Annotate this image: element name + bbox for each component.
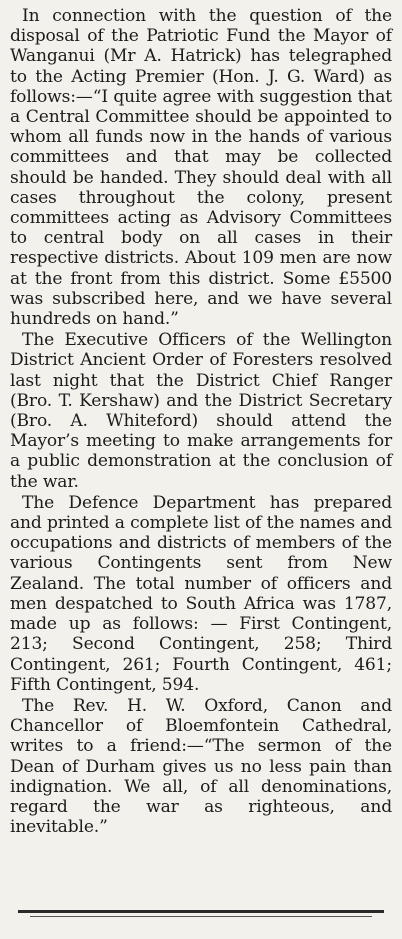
paragraph-patriotic-fund: In connection with the question of the disposal of the Patriotic Fund the Mayor of Wanganui (Mr A. Hatrick) has telegraphed to the Acting Premier (Hon. J. G. Ward) as follows:—“I quite agree with suggestion that a Central Committee should be appointed to whom all funds now in the hands of various committees and that may be collected should be handed. They should deal with all cases throughout the colony, present committees acting as Advisory Committees to central body on all cases in their respective districts. About 109 men are now at the front from this district. Some £5500 was subscribed here, and we have several hundreds on hand.” bbox=[10, 6, 392, 330]
paragraph-bloemfontein: The Rev. H. W. Oxford, Canon and Chancellor of Bloemfontein Cathedral, writes to a friend:—“The sermon of the Dean of Durham gives us no less pain than indignation. We all, of all denominations, regard the war as righteous, and inevitable.” bbox=[10, 695, 392, 838]
paragraph-foresters: The Executive Officers of the Wellington District Ancient Order of Foresters resolved last night that the District Chief Ranger (Bro. T. Kershaw) and the District Secretary (Bro. A. Whiteford) should attend the Mayor’s meeting to make arrangements for a public demonstration at the conclusion of the war. bbox=[10, 330, 392, 492]
news-column bbox=[10, 6, 392, 837]
column-end-rule bbox=[18, 910, 384, 913]
paragraph-defence-department: The Defence Department has prepared and printed a complete list of the names and occupations and districts of members of the various Contingents sent from New Zealand. The total number of officers and men despatched to South Africa was 1787, made up as follows: — First Contingent, 213; Second Contingent, 258; Third Contingent, 261; Fourth Contingent, 461; Fifth Contingent, 594. bbox=[10, 492, 392, 695]
column-end-rule-thin bbox=[30, 916, 372, 917]
